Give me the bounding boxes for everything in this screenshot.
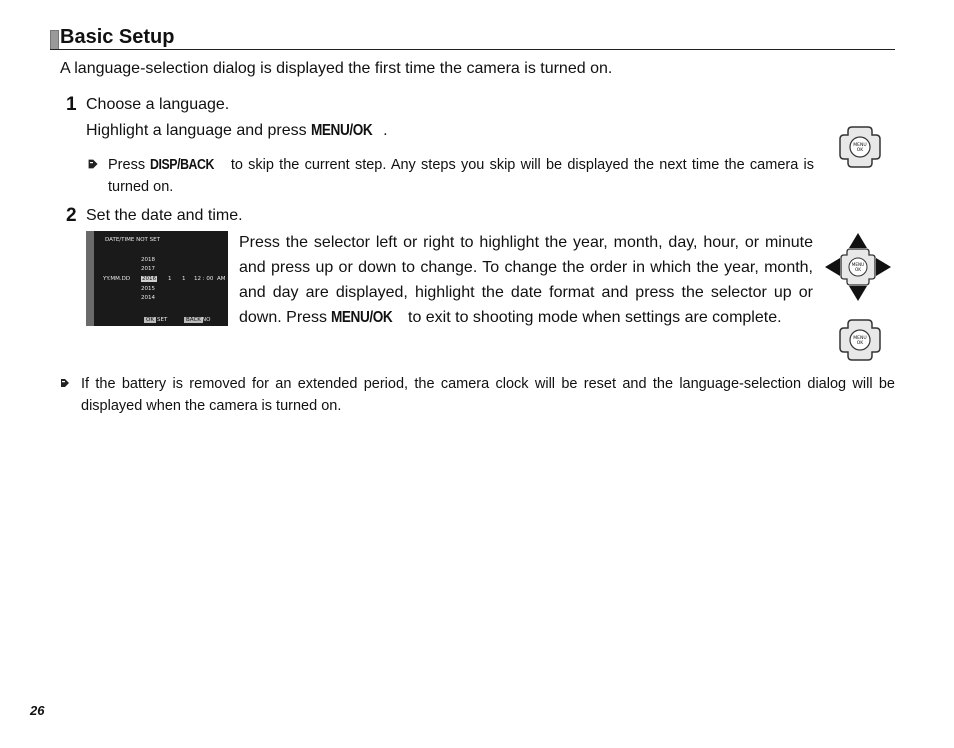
note-icon <box>88 158 98 176</box>
step-1-text <box>86 118 388 143</box>
note-icon <box>60 377 70 395</box>
step-1-text-before: Highlight a language and press <box>86 122 312 139</box>
menu-ok-button-icon <box>838 318 882 367</box>
heading-rule <box>50 49 895 50</box>
step-2-number: 2 <box>66 205 77 226</box>
heading-mark <box>50 30 59 50</box>
lcd-ampm: AM <box>217 276 226 282</box>
step-2-text-before: Press the selector left or right to highlight the year, month, day, hour, or minute and press up or down to change. To change the order in which the year, month, and day are displayed, highlight the date format and press the selector up or down. Press <box>239 234 813 326</box>
step-1-number: 1 <box>66 94 77 115</box>
lcd-title: DATE/TIME NOT SET <box>105 237 160 243</box>
intro-text: A language-selection dialog is displayed the first time the camera is turned on. <box>60 60 613 77</box>
menu-ok-button-icon <box>838 125 882 174</box>
svg-text:OK: OK <box>856 148 864 153</box>
lcd-month: 1 <box>168 276 172 282</box>
step-1-note-before: Press <box>108 157 151 173</box>
svg-text:MENU: MENU <box>851 262 865 267</box>
section-title: Basic Setup <box>60 26 175 48</box>
step-2-text <box>239 230 813 330</box>
lcd-year: 2017 <box>141 266 155 272</box>
svg-text:MENU: MENU <box>853 143 867 148</box>
menu-ok-key: MENU/OK <box>331 309 393 326</box>
date-time-screen <box>86 231 228 326</box>
step-1-note <box>108 154 814 198</box>
lcd-year: 2018 <box>141 257 155 263</box>
lcd-time: 12 : 00 <box>194 276 214 282</box>
lcd-back-button: BACK <box>186 317 201 323</box>
lcd-year-selected: 2016 <box>142 276 156 282</box>
lcd-day: 1 <box>182 276 186 282</box>
lcd-no-label: NO <box>202 317 211 323</box>
selector-arrows-icon <box>823 233 893 306</box>
lcd-year: 2014 <box>141 295 155 301</box>
svg-text:OK: OK <box>854 267 862 272</box>
step-2-text-after: to exit to shooting mode when settings are complete. <box>403 309 782 326</box>
svg-text:OK: OK <box>856 341 864 346</box>
step-2-title: Set the date and time. <box>86 207 243 224</box>
step-1-text-after: . <box>383 122 388 139</box>
disp-back-key: DISP/BACK <box>150 157 215 173</box>
lcd-year: 2015 <box>141 286 155 292</box>
lcd-format: YY.MM.DD <box>103 276 131 282</box>
page-number: 26 <box>30 703 45 718</box>
lcd-set-label: SET <box>157 317 168 323</box>
menu-ok-key: MENU/OK <box>311 122 373 139</box>
svg-text:MENU: MENU <box>853 336 867 341</box>
step-1-note-after: to skip the current step. Any steps you skip will be displayed the next time the camera is turned on. <box>108 157 814 195</box>
battery-note: If the battery is removed for an extended period, the camera clock will be reset and the language-selection dialog will be displayed when the camera is turned on. <box>81 376 895 414</box>
step-1-title: Choose a language. <box>86 96 230 113</box>
lcd-ok-button: OK <box>146 317 154 323</box>
